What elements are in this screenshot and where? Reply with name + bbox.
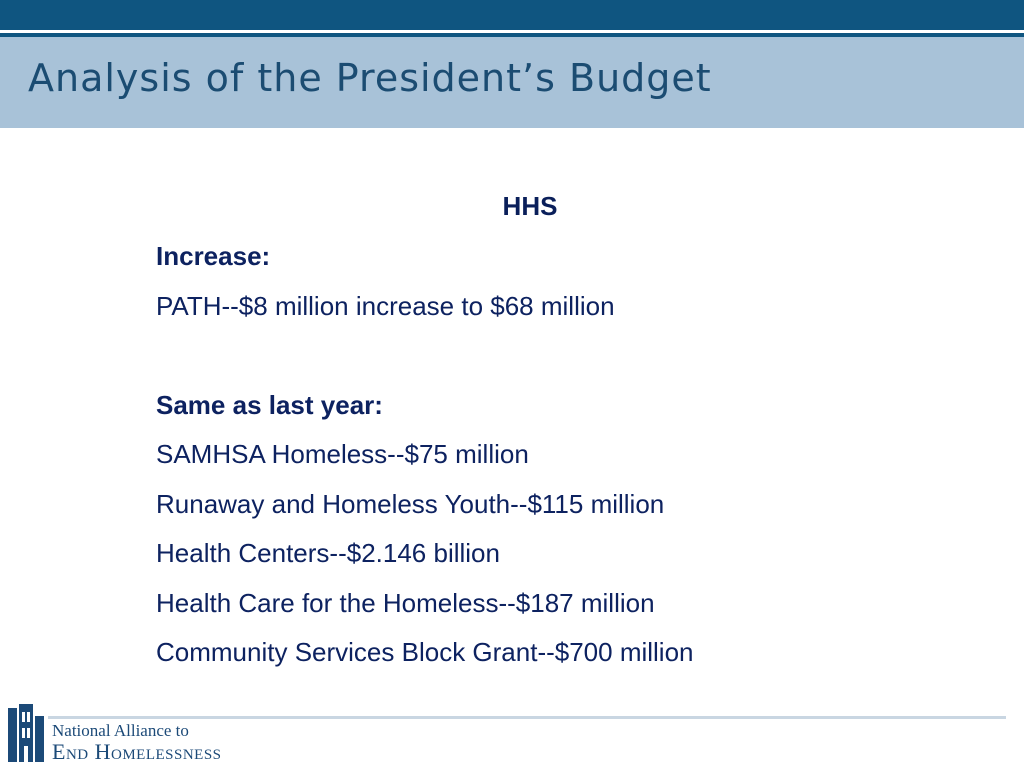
list-item: SAMHSA Homeless--$75 million [156, 439, 529, 469]
list-item: PATH--$8 million increase to $68 million [156, 290, 615, 321]
section-heading: HHS [502, 191, 558, 221]
slide-title: Analysis of the President’s Budget [28, 56, 712, 100]
increase-label: Increase: [156, 241, 271, 271]
building-logo-icon [6, 702, 46, 762]
list-item: Community Services Block Grant--$700 million [156, 637, 694, 667]
header-top-bar [0, 0, 1024, 30]
slide-content [156, 236, 1016, 682]
logo-line-2: End Homelessness [52, 739, 222, 764]
organization-logo [52, 722, 222, 764]
list-item: Runaway and Homeless Youth--$115 million [156, 488, 665, 519]
spacer [156, 335, 1016, 385]
footer-rule [48, 716, 1006, 719]
list-item: Health Centers--$2.146 billion [156, 538, 500, 568]
same-as-last-year-label: Same as last year: [156, 389, 383, 420]
logo-line-1: National Alliance to [52, 721, 189, 740]
list-item: Health Care for the Homeless--$187 million [156, 587, 655, 618]
